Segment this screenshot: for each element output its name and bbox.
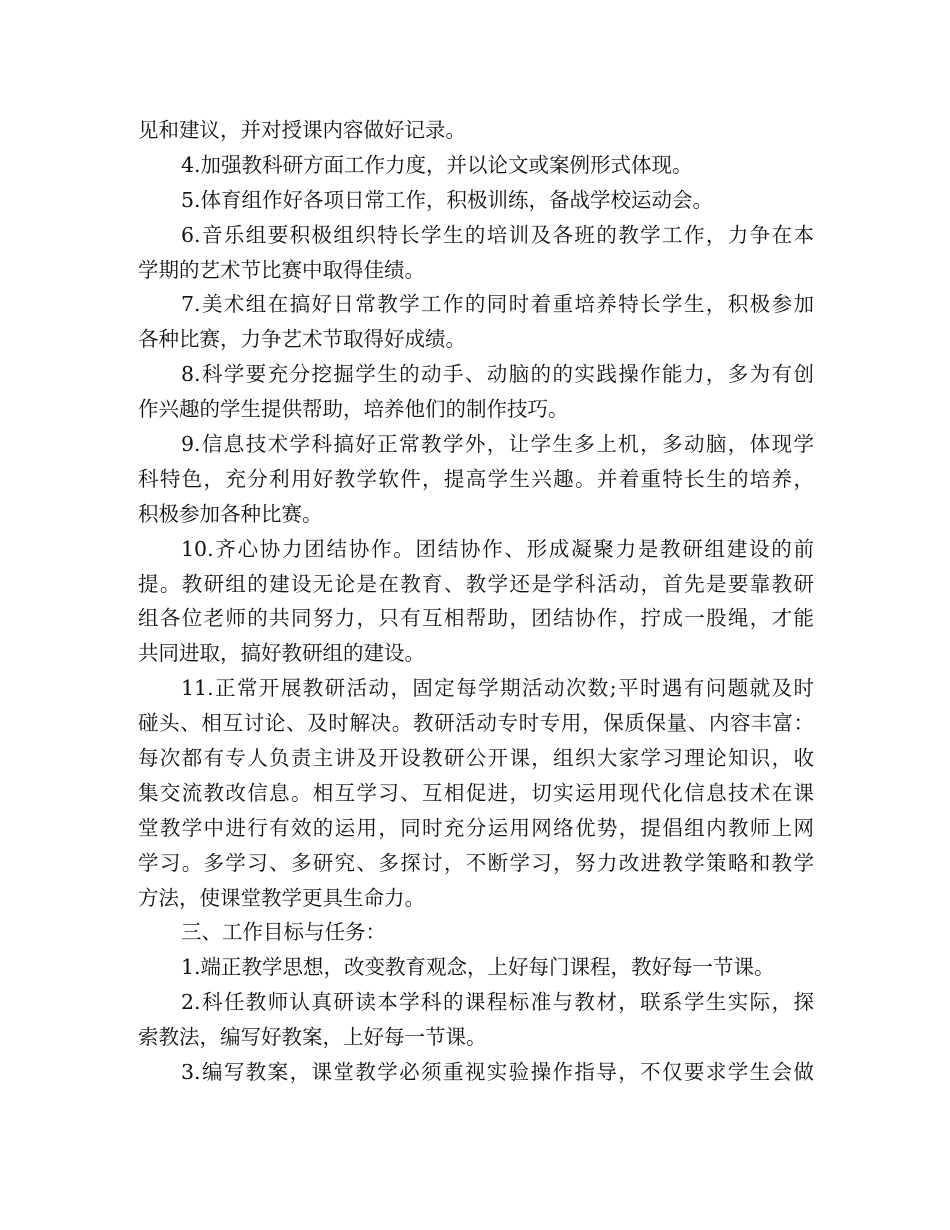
text-line: 各种比赛，力争艺术节取得好成绩。 <box>138 327 466 352</box>
list-item-2: 2.科任教师认真研读本学科的课程标准与教材，联系学生实际，探 <box>181 990 814 1015</box>
text-line: 堂教学中进行有效的运用，同时充分运用网络优势，提倡组内教师上网 <box>138 815 814 840</box>
text-line: 组各位老师的共同努力，只有互相帮助，团结协作，拧成一股绳，才能 <box>138 606 814 631</box>
list-item-4: 4.加强教科研方面工作力度，并以论文或案例形式体现。 <box>181 152 693 177</box>
list-item-7: 7.美术组在搞好日常教学工作的同时着重培养特长学生，积极参加 <box>181 292 814 317</box>
list-item-9: 9.信息技术学科搞好正常教学外，让学生多上机，多动脑，体现学 <box>181 432 814 457</box>
list-item-10: 10.齐心协力团结协作。团结协作、形成凝聚力是教研组建设的前 <box>181 536 814 561</box>
text-line: 索教法，编写好教案，上好每一节课。 <box>138 1025 487 1050</box>
section-heading: 三、工作目标与任务： <box>181 920 386 945</box>
text-line: 集交流教改信息。相互学习、互相促进，切实运用现代化信息技术在课 <box>138 780 814 805</box>
document-body <box>138 113 814 1090</box>
list-item-5: 5.体育组作好各项日常工作，积极训练，备战学校运动会。 <box>181 187 714 212</box>
list-item-8: 8.科学要充分挖掘学生的动手、动脑的的实践操作能力，多为有创 <box>181 362 814 387</box>
text-line: 提。教研组的建设无论是在教育、教学还是学科活动，首先是要靠教研 <box>138 571 814 596</box>
text-line: 科特色，充分利用好教学软件，提高学生兴趣。并着重特长生的培养， <box>138 466 814 491</box>
text-line: 见和建议，并对授课内容做好记录。 <box>138 118 466 142</box>
list-item-6: 6.音乐组要积极组织特长学生的培训及各班的教学工作，力争在本 <box>181 222 814 247</box>
list-item-1: 1.端正教学思想，改变教育观念，上好每门课程，教好每一节课。 <box>181 955 775 980</box>
text-line: 学期的艺术节比赛中取得佳绩。 <box>138 257 425 282</box>
list-item-3: 3.编写教案，课堂教学必须重视实验操作指导，不仅要求学生会做 <box>181 1060 814 1085</box>
text-line: 碰头、相互讨论、及时解决。教研活动专时专用，保质保量、内容丰富： <box>138 711 814 736</box>
text-line: 共同进取，搞好教研组的建设。 <box>138 641 425 666</box>
text-line: 积极参加各种比赛。 <box>138 501 323 526</box>
list-item-11: 11.正常开展教研活动，固定每学期活动次数;平时遇有问题就及时 <box>181 676 814 701</box>
text-line: 方法，使课堂教学更具生命力。 <box>138 885 425 910</box>
text-line: 每次都有专人负责主讲及开设教研公开课，组织大家学习理论知识，收 <box>138 746 814 771</box>
text-line: 作兴趣的学生提供帮助，培养他们的制作技巧。 <box>138 397 569 422</box>
text-line: 学习。多学习、多研究、多探讨，不断学习，努力改进教学策略和教学 <box>138 850 814 875</box>
